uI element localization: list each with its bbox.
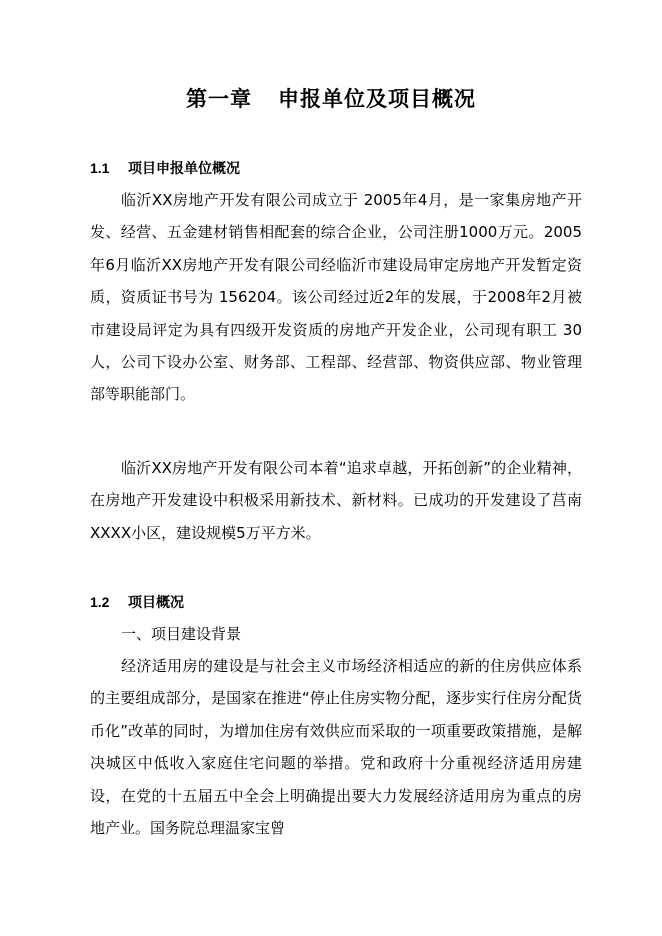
- chapter-number: 第一章: [186, 87, 252, 111]
- company-overview-paragraph: 临沂XX房地产开发有限公司成立于 2005年4月，是一家集房地产开发、经营、五金建材销售相配套的综合企业，公司注册1000万元。2005年6月临沂XX房地产开发有限公司经临沂市建设局审定房地产开发暂定资质，资质证书号为 156204。该公司经过近2年的发展，于2008年2月被市建设局评定为具有四级开发资质的房地产开发企业，公司现有职工 30人，公司下设办公室、财务部、工程部、经营部、物资供应部、物业管理部等职能部门。: [90, 191, 582, 404]
- section-title: 项目概况: [128, 595, 184, 611]
- section-number: 1.1: [90, 160, 110, 176]
- chapter-title: [0, 84, 662, 114]
- section-heading-1-2: [90, 592, 184, 613]
- section-heading-1-1: [90, 158, 240, 179]
- project-background-paragraph: 经济适用房的建设是与社会主义市场经济相适应的新的住房供应体系的主要组成部分，是国家在推进“停止住房实物分配，逐步实行住房分配货币化”改革的同时，为增加住房有效供应而采取的一项重要政策措施，是解决城区中低收入家庭住宅问题的举措。党和政府十分重视经济适用房建设，在党的十五届五中全会上明确提出要大力发展经济适用房为重点的房地产业。国务院总理温家宝曾: [90, 657, 582, 838]
- section-number: 1.2: [90, 594, 110, 610]
- project-background-subheading: 一、项目建设背景: [121, 625, 242, 643]
- chapter-heading-text: 申报单位及项目概况: [278, 87, 476, 111]
- section-title: 项目申报单位概况: [128, 161, 240, 177]
- company-spirit-paragraph: 临沂XX房地产开发有限公司本着“追求卓越，开拓创新”的企业精神，在房地产开发建设中积极采用新技术、新材料。已成功的开发建设了莒南XXXX小区，建设规模5万平方米。: [90, 459, 582, 542]
